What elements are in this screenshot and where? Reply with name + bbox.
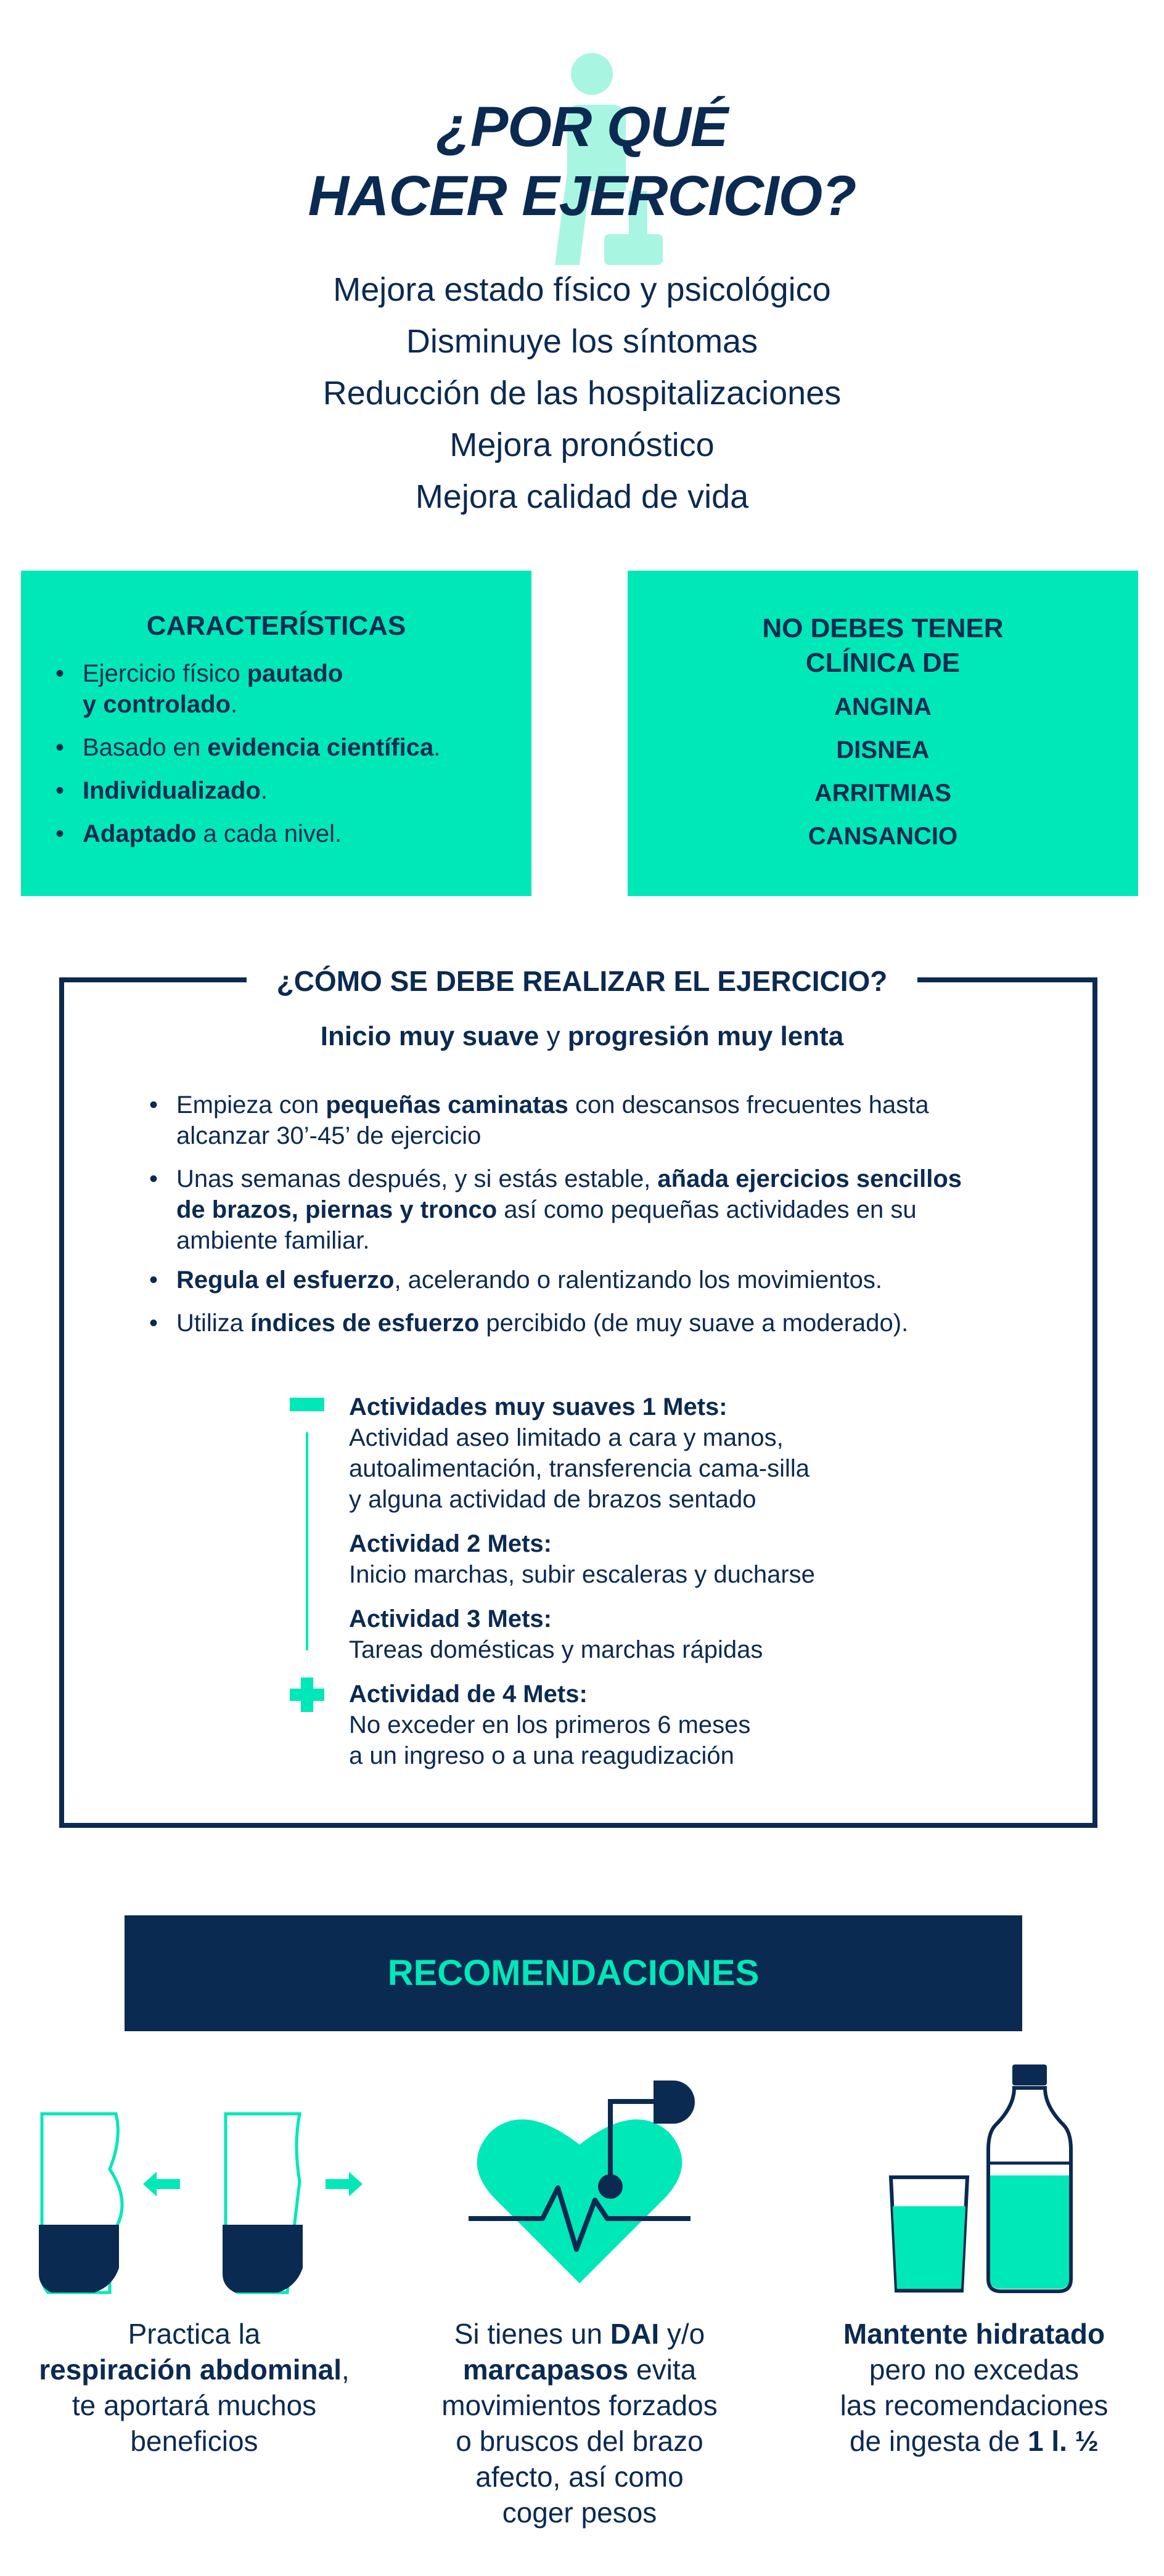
minus-icon — [290, 1398, 324, 1411]
caracteristicas-box — [21, 571, 531, 896]
list-item: y controlado. — [83, 691, 238, 718]
benefit-item: Reducción de las hospitalizaciones — [322, 375, 842, 412]
caracteristicas-title: CARACTERÍSTICAS — [146, 611, 406, 641]
como-title: ¿CÓMO SE DEBE REALIZAR EL EJERCICIO? — [247, 963, 917, 1000]
glass-icon — [889, 2175, 969, 2293]
list-item: • Ejercicio físico pautado — [83, 658, 343, 689]
benefit-item: Mejora calidad de vida — [415, 478, 749, 515]
list-item: • Adaptado a cada nivel. — [83, 818, 342, 849]
list-item: • Utiliza índices de esfuerzo percibido (de muy suave a moderado). — [176, 1308, 1052, 1339]
list-item: DISNEA — [836, 736, 930, 764]
arrow-left-icon — [143, 2172, 180, 2196]
benefit-item: Disminuye los síntomas — [406, 323, 758, 360]
rec-dai-marcapasos: Si tienes un DAI y/o marcapasos evita movimientos forzados o bruscos del brazo afecto, así como coger pesos — [441, 2318, 718, 2529]
list-item: • Regula el esfuerzo, acelerando o ralentizando los movimientos. — [176, 1265, 1052, 1295]
como-subtitle: Inicio muy suave y progresión muy lenta — [320, 1021, 844, 1051]
list-item: ANGINA — [834, 693, 932, 720]
mets-item: Actividad 2 Mets: Inicio marchas, subir escaleras y ducharse — [349, 1530, 815, 1588]
water-bottle-icon — [986, 2064, 1073, 2294]
list-item: • Basado en evidencia científica. — [83, 732, 440, 763]
benefits-list — [0, 264, 1164, 523]
list-item: • Empieza con pequeñas caminatas con descansos frecuentes hasta alcanzar 30’-45’ de ejercicio — [176, 1090, 1052, 1151]
mets-item: Actividad 3 Mets: Tareas domésticas y marchas rápidas — [349, 1605, 763, 1663]
benefit-item: Mejora pronóstico — [449, 426, 715, 463]
list-item: CANSANCIO — [808, 823, 958, 850]
abdomen-icon — [36, 2114, 122, 2293]
page-title: ¿POR QUÉ HACER EJERCICIO? — [308, 96, 856, 227]
recomendaciones-title: RECOMENDACIONES — [387, 1953, 760, 1993]
mets-item: Actividades muy suaves 1 Mets: Actividad aseo limitado a cara y manos, autoalimentación, transferencia cama-silla y alguna actividad de brazos sentado — [349, 1393, 810, 1513]
mets-scale-line — [306, 1432, 308, 1650]
no-debes-title: NO DEBES TENER CLÍNICA DE — [762, 613, 1004, 678]
abdomen-icon — [219, 2114, 306, 2293]
mets-item: Actividad de 4 Mets: No exceder en los primeros 6 meses a un ingreso o a una reagudización — [349, 1681, 751, 1769]
no-debes-box — [628, 571, 1138, 896]
list-item: • Individualizado. — [83, 775, 268, 806]
rec-hidratado: Mantente hidratado pero no excedas las recomendaciones de ingesta de 1 l. ½ — [840, 2318, 1109, 2457]
list-item: • Unas semanas después, y si estás estable, añada ejercicios sencillos de brazos, piernas y tronco así como pequeñas actividades en su ambiente familiar. — [176, 1164, 1052, 1256]
list-item: ARRITMIAS — [814, 780, 952, 807]
plus-icon — [290, 1677, 324, 1712]
rec-respiracion: Practica la respiración abdominal, te aportará muchos beneficios — [39, 2318, 350, 2457]
arrow-right-icon — [326, 2172, 363, 2196]
heart-pacemaker-icon — [469, 2077, 691, 2286]
benefit-item: Mejora estado físico y psicológico — [333, 271, 831, 308]
